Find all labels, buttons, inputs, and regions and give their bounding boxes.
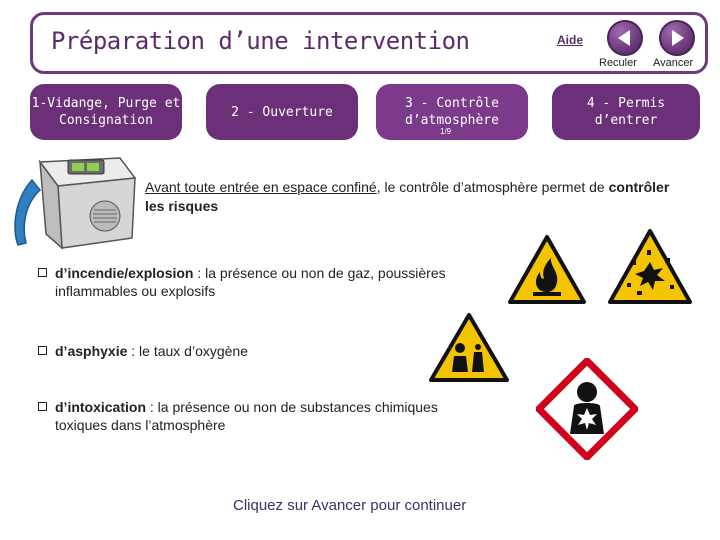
back-arrow-icon <box>609 22 641 54</box>
forward-button[interactable] <box>659 20 695 56</box>
risk-fire-explosion <box>38 264 446 300</box>
intro-part2: , le contrôle d’atmosphère permet de <box>376 179 609 195</box>
forward-label[interactable]: Avancer <box>653 57 694 69</box>
health-hazard-icon <box>536 358 638 460</box>
page-title: Préparation d’une intervention <box>51 27 470 55</box>
continue-instruction: Cliquez sur Avancer pour continuer <box>233 497 467 514</box>
asphyxiation-icon <box>428 312 510 384</box>
step-tab-3[interactable]: 3 - Contrôle d’atmosphère <box>376 84 528 140</box>
risk-title: d’incendie/explosion <box>55 265 194 281</box>
step-tab-2[interactable]: 2 - Ouverture <box>206 84 358 140</box>
risk-desc: : le taux d’oxygène <box>127 343 249 359</box>
risk-desc-cont: inflammables ou explosifs <box>55 283 216 299</box>
risk-title: d’asphyxie <box>55 343 128 359</box>
header-frame <box>30 12 708 74</box>
back-label[interactable]: Reculer <box>599 57 637 69</box>
bullet-box-icon <box>38 402 47 411</box>
risk-desc-cont: toxiques dans l’atmosphère <box>55 417 226 433</box>
help-link[interactable]: Aide <box>557 33 584 47</box>
intro-part1: Avant toute entrée en espace confiné <box>145 179 377 195</box>
risk-desc: : la présence ou non de substances chimiques <box>146 399 438 415</box>
intro-part3: contrôler les risques <box>145 179 670 214</box>
risk-desc: : la présence ou non de gaz, poussières <box>193 265 446 281</box>
step-tab-1[interactable]: 1-Vidange, Purge et Consignation <box>30 84 182 140</box>
back-button[interactable] <box>607 20 643 56</box>
risk-asphyxiation <box>38 342 248 360</box>
bullet-box-icon <box>38 268 47 277</box>
risk-title: d’intoxication <box>55 399 146 415</box>
flammable-icon <box>507 234 587 306</box>
step-counter: 1/9 <box>440 127 452 136</box>
intro-text <box>145 178 675 216</box>
risk-intoxication <box>38 398 438 434</box>
step-tab-4[interactable]: 4 - Permis d’entrer <box>552 84 700 140</box>
explosive-icon <box>607 228 693 306</box>
bullet-box-icon <box>38 346 47 355</box>
forward-arrow-icon <box>661 22 693 54</box>
gas-detector-icon <box>10 150 145 255</box>
